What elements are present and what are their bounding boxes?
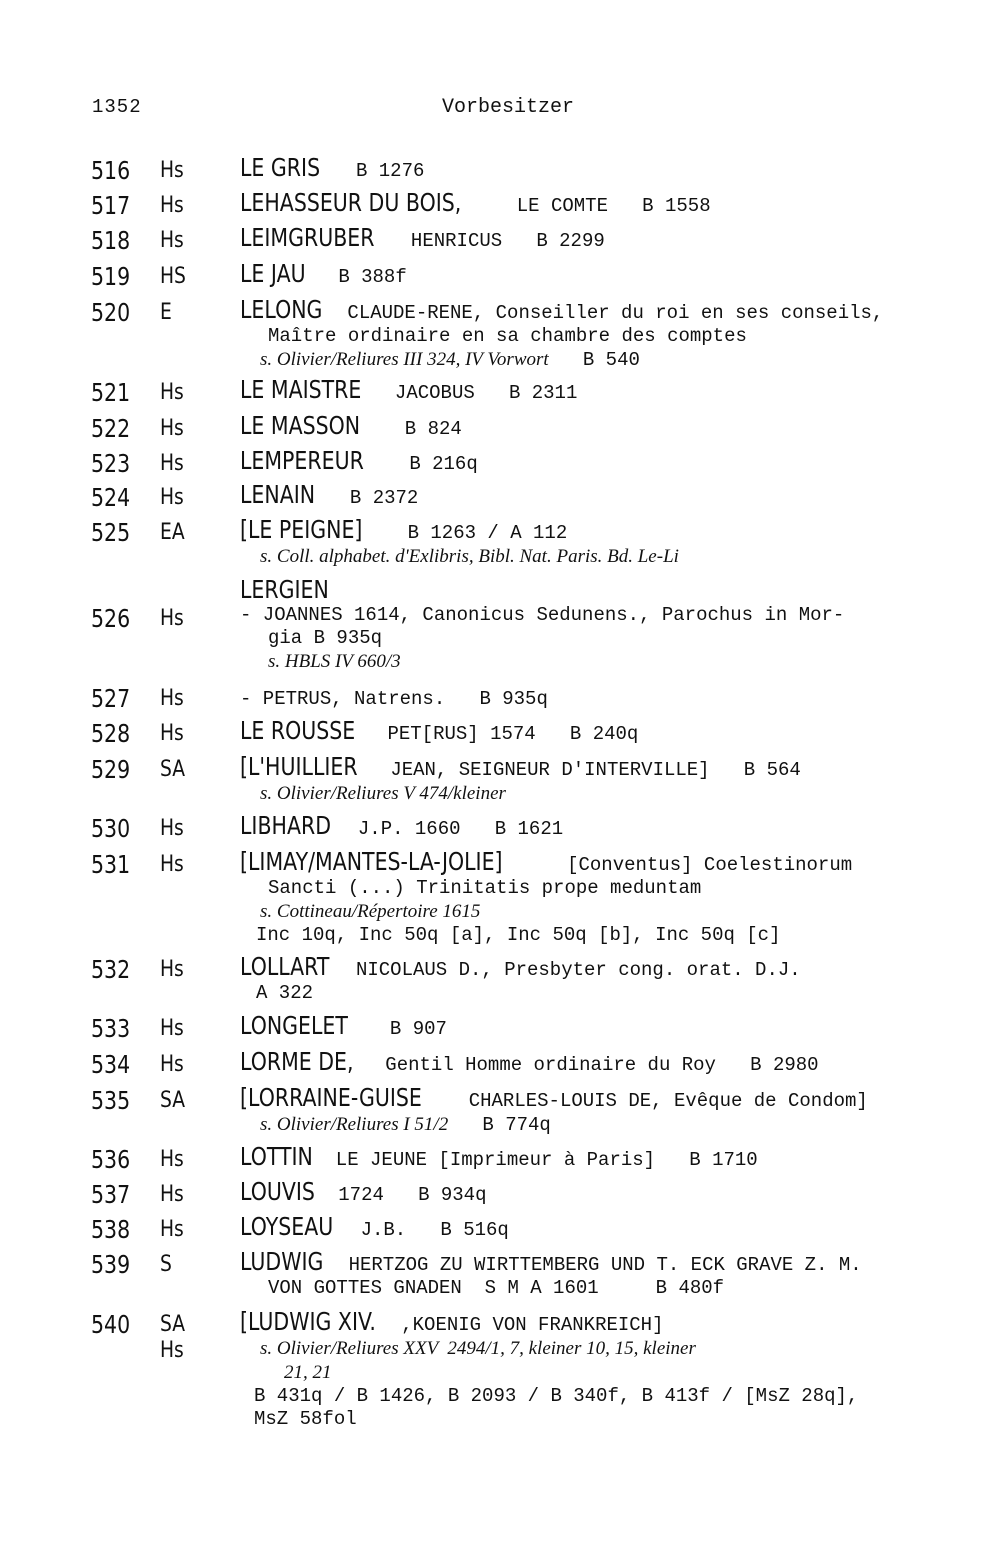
page-title: Vorbesitzer: [442, 96, 575, 119]
entry-number: 523: [91, 449, 131, 478]
entry-number: 519: [91, 262, 131, 291]
entry-body: LE MASSON B 824: [240, 411, 462, 440]
entry-body: - JOANNES 1614, Canonicus Sedunens., Parochus in Mor- gia B 935q s. HBLS IV 660/3: [240, 604, 845, 672]
entry-name: LONGELET: [240, 1011, 348, 1040]
entry-body: [240, 575, 980, 605]
entry-name: LEHASSEUR DU BOIS,: [240, 188, 462, 217]
entry-body: [L'HUILLIER JEAN, SEIGNEUR D'INTERVILLE] B 564 s. Olivier/Reliures V 474/kleiner: [240, 752, 801, 804]
entry-type: Hs: [160, 1052, 184, 1077]
entry-name: LORME DE,: [240, 1047, 354, 1076]
entry-body: LE GRIS B 1276: [240, 153, 425, 182]
entry-name: [LE PEIGNE]: [240, 515, 363, 544]
entry-type: EA: [160, 520, 185, 545]
entry-type: Hs: [160, 158, 184, 183]
entry-name: LOUVIS: [240, 1177, 315, 1206]
entry-type: Hs: [160, 380, 184, 405]
entry-name: LELONG: [240, 295, 323, 324]
entry-number: 528: [91, 719, 131, 748]
entry-name: LIBHARD: [240, 811, 332, 840]
entry-body: LEIMGRUBER HENRICUS B 2299: [240, 223, 605, 252]
entry-body: [LE PEIGNE] B 1263 / A 112 s. Coll. alphabet. d'Exlibris, Bibl. Nat. Paris. Bd. Le-Li: [240, 515, 679, 567]
entry-body: LE MAISTRE JACOBUS B 2311: [240, 375, 578, 404]
entry-body: [LORRAINE-GUISE CHARLES-LOUIS DE, Evêque de Condom] s. Olivier/Reliures I 51/2 B 774q: [240, 1083, 868, 1136]
entry-number: 535: [91, 1086, 131, 1115]
entry-number: 537: [91, 1180, 131, 1209]
entry-body: LOYSEAU J.B. B 516q: [240, 1212, 509, 1241]
entry-number: 536: [91, 1145, 131, 1174]
entry-type: Hs: [160, 816, 184, 841]
entry-body: LE JAU B 388f: [240, 259, 407, 288]
entry-type: Hs: [160, 193, 184, 218]
entry-type: Hs: [160, 485, 184, 510]
entry-type: S: [160, 1252, 172, 1277]
entry-body: LEMPEREUR B 216q: [240, 446, 478, 475]
entry-type: HS: [160, 264, 186, 289]
entry-type: Hs: [160, 1217, 184, 1242]
entry-body: - PETRUS, Natrens. B 935q: [240, 688, 548, 710]
entry-number: 524: [91, 483, 131, 512]
entry-number: 538: [91, 1215, 131, 1244]
entry-number: 525: [91, 518, 131, 547]
entry-name: [LORRAINE-GUISE: [240, 1083, 422, 1112]
entry-type: Hs: [160, 1182, 184, 1207]
entry-number: 530: [91, 814, 131, 843]
entry-type: Hs: [160, 1016, 184, 1041]
entry-body: LEHASSEUR DU BOIS, LE COMTE B 1558: [240, 188, 711, 217]
entry-number: 526: [91, 604, 131, 633]
entry-body: LELONG CLAUDE-RENE, Conseiller du roi en ses conseils, Maître ordinaire en sa chambre des comptes s. Olivier/Reliures III 324, IV Vorwort B 540: [240, 295, 884, 371]
entry-type: Hs: [160, 451, 184, 476]
entry-body: LORME DE, Gentil Homme ordinaire du Roy B 2980: [240, 1047, 819, 1076]
entry-body: LONGELET B 907: [240, 1011, 447, 1040]
entry-name: LUDWIG: [240, 1247, 324, 1276]
entry-name: LERGIEN: [240, 575, 329, 604]
entry-type: SA: [160, 757, 186, 782]
entry-number: 540: [91, 1310, 131, 1339]
entry-name: LOYSEAU: [240, 1212, 334, 1241]
entry-number: 533: [91, 1014, 131, 1043]
entry-number: 520: [91, 298, 131, 327]
entry-type: SA Hs: [160, 1312, 186, 1363]
entry-number: 516: [91, 156, 131, 185]
entry-type: Hs: [160, 1147, 184, 1172]
entry-body: LUDWIG HERTZOG ZU WIRTTEMBERG UND T. ECK GRAVE Z. M. VON GOTTES GNADEN S M A 1601 B 480f: [240, 1247, 862, 1299]
entry-type: Hs: [160, 416, 184, 441]
entry-number: 534: [91, 1050, 131, 1079]
page-number: 1352: [92, 96, 142, 118]
entry-body: [LUDWIG XIV. ,KOENIG VON FRANKREICH] s. Olivier/Reliures XXV 2494/1, 7, kleiner 10, 15, kleiner 21, 21 B 431q / B 1426, B 2093 / B 340f, B 413f / [MsZ 28q], MsZ 58fol: [240, 1307, 859, 1430]
entry-number: 518: [91, 226, 131, 255]
entry-name: LE ROUSSE: [240, 716, 356, 745]
entry-body: [LIMAY/MANTES-LA-JOLIE] [Conventus] Coelestinorum Sancti (...) Trinitatis prope meduntam s. Cottineau/Répertoire 1615 Inc 10q, Inc 50q [a], Inc 50q [b], Inc 50q [c]: [240, 847, 853, 946]
entry-number: 531: [91, 850, 131, 879]
entry-body: LOUVIS 1724 B 934q: [240, 1177, 487, 1206]
entry-type: Hs: [160, 957, 184, 982]
entry-body: LOTTIN LE JEUNE [Imprimeur à Paris] B 1710: [240, 1142, 758, 1171]
entry-name: LOTTIN: [240, 1142, 313, 1171]
entry-number: 532: [91, 955, 131, 984]
entry-type: Hs: [160, 606, 184, 631]
entry-name: [L'HUILLIER: [240, 752, 358, 781]
entry-name: LE JAU: [240, 259, 306, 288]
entry-type: Hs: [160, 721, 184, 746]
entry-name: LE GRIS: [240, 153, 321, 182]
entry-number: 521: [91, 378, 131, 407]
entry-type: Hs: [160, 228, 184, 253]
entry-type: E: [160, 300, 172, 325]
entry-number: 527: [91, 684, 131, 713]
entry-name: [LIMAY/MANTES-LA-JOLIE]: [240, 847, 503, 876]
entry-name: LENAIN: [240, 480, 316, 509]
entry-name: LE MASSON: [240, 411, 361, 440]
entry-name: [LUDWIG XIV.: [240, 1307, 376, 1336]
entry-number: 517: [91, 191, 131, 220]
entry-body: LE ROUSSE PET[RUS] 1574 B 240q: [240, 716, 639, 745]
entry-type: SA: [160, 1088, 186, 1113]
entry-name: LOLLART: [240, 952, 330, 981]
entry-body: LIBHARD J.P. 1660 B 1621: [240, 811, 564, 840]
entry-body: LENAIN B 2372: [240, 480, 419, 509]
entry-name: LEIMGRUBER: [240, 223, 375, 252]
entry-type: Hs: [160, 686, 184, 711]
entry-number: 539: [91, 1250, 131, 1279]
entry-type: Hs: [160, 852, 184, 877]
entry-number: 529: [91, 755, 131, 784]
entry-name: LEMPEREUR: [240, 446, 364, 475]
entry-name: LE MAISTRE: [240, 375, 362, 404]
entry-body: LOLLART NICOLAUS D., Presbyter cong. orat. D.J. A 322: [240, 952, 801, 1004]
entry-number: 522: [91, 414, 131, 443]
